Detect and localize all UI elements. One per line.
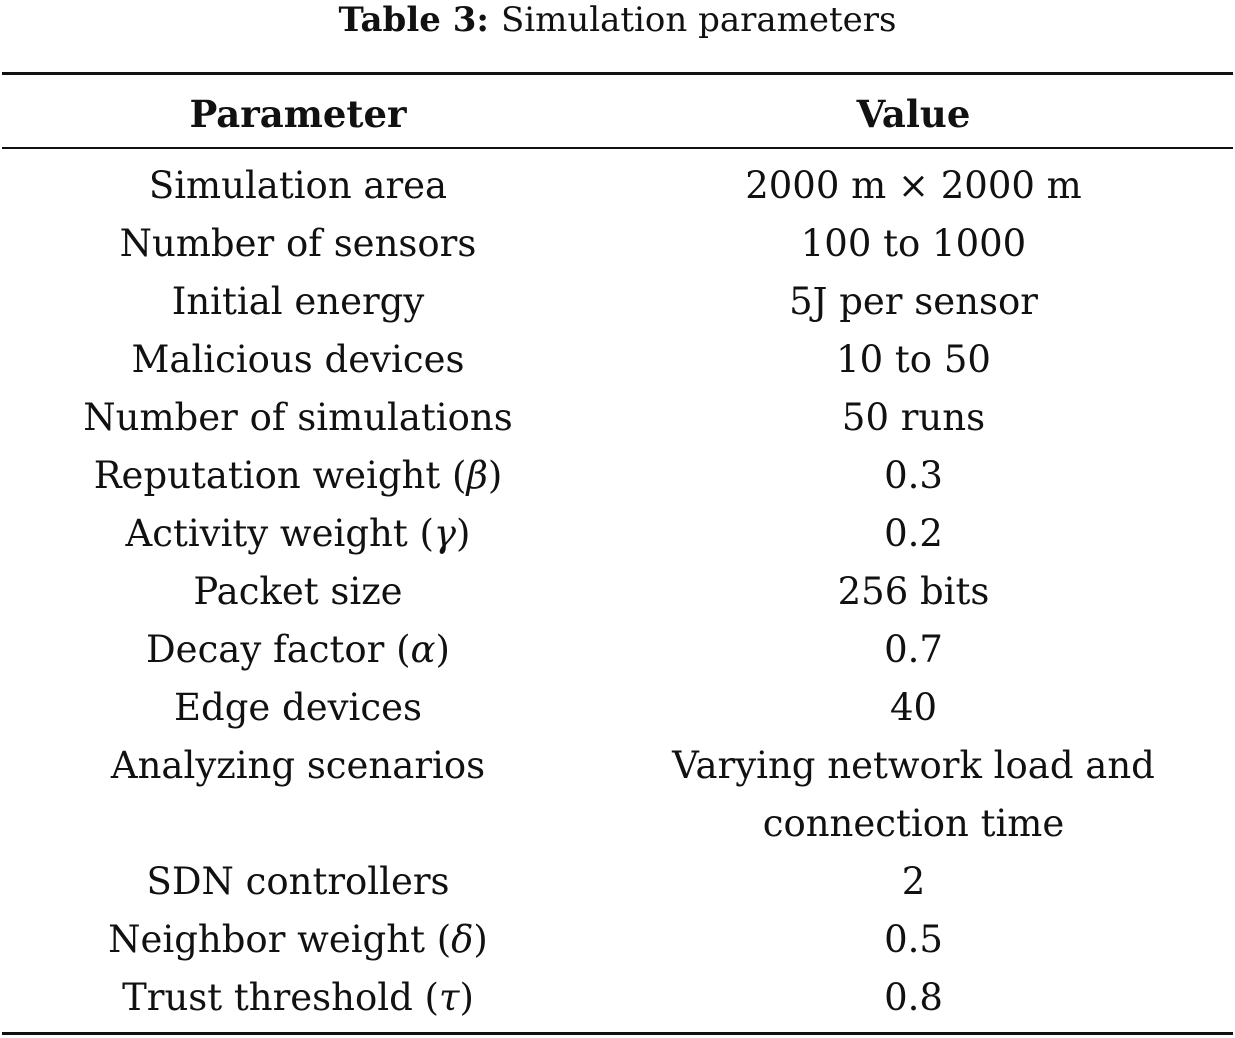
table-row — [2, 679, 1233, 737]
header-value: Value — [856, 92, 971, 136]
parameter-label: SDN controllers — [146, 860, 450, 903]
table-bottom-rule — [2, 1032, 1233, 1035]
row-value: 0.7 — [884, 628, 943, 671]
table-caption — [0, 0, 1235, 40]
row-value: 2 — [901, 860, 926, 903]
row-parameter: Activity weight ( γ ) — [2, 505, 594, 563]
row-value: 0.2 — [884, 512, 943, 555]
row-value: 40 — [889, 686, 938, 729]
parameter-label: Initial energy — [171, 280, 425, 323]
row-value: 5J per sensor — [789, 280, 1038, 323]
table-row — [2, 331, 1233, 389]
parameter-label: Analyzing scenarios — [110, 744, 486, 787]
header-parameter: Parameter — [189, 92, 407, 136]
parameter-label: Activity weight — [125, 512, 408, 555]
table-row — [2, 853, 1233, 911]
row-parameter: Neighbor weight ( δ ) — [2, 911, 594, 969]
row-parameter: Reputation weight ( β ) — [2, 447, 594, 505]
table-row — [2, 447, 1233, 505]
row-parameter — [2, 737, 594, 853]
row-value: 0.3 — [884, 454, 943, 497]
row-value: 0.5 — [884, 918, 943, 961]
parameter-label: Trust threshold — [122, 976, 413, 1019]
row-parameter — [2, 389, 594, 447]
parameter-label: Number of simulations — [83, 396, 513, 439]
parameter-label: Decay factor — [146, 628, 385, 671]
row-parameter: Trust threshold ( τ ) — [2, 969, 594, 1027]
table-header-rule — [2, 147, 1233, 149]
parameter-label: Packet size — [193, 570, 403, 613]
caption-title: Simulation parameters — [500, 0, 897, 40]
table-row — [2, 389, 1233, 447]
table-row — [2, 563, 1233, 621]
table-row — [2, 505, 1233, 563]
row-value: 256 bits — [837, 570, 990, 613]
parameter-label: Reputation weight — [93, 454, 441, 497]
table-body — [2, 157, 1233, 1027]
row-value: 100 to 1000 — [800, 222, 1027, 265]
row-parameter: Decay factor ( α ) — [2, 621, 594, 679]
parameter-symbol: α — [410, 628, 436, 671]
row-parameter — [2, 273, 594, 331]
parameter-label: Neighbor weight — [108, 918, 425, 961]
table-row — [2, 737, 1233, 853]
row-parameter — [2, 853, 594, 911]
table-row — [2, 911, 1233, 969]
row-value: 2000 m × 2000 m — [745, 164, 1082, 207]
parameter-label: Simulation area — [148, 164, 448, 207]
row-parameter — [2, 215, 594, 273]
table-top-rule — [2, 72, 1233, 75]
parameter-label: Malicious devices — [131, 338, 465, 381]
row-parameter — [2, 679, 594, 737]
row-value: 10 to 50 — [836, 338, 991, 381]
row-parameter — [2, 563, 594, 621]
parameter-symbol: τ — [439, 976, 460, 1019]
row-parameter — [2, 157, 594, 215]
row-value: 0.8 — [884, 976, 943, 1019]
parameter-symbol: δ — [451, 918, 474, 961]
parameter-symbol: β — [466, 454, 488, 497]
table-row — [2, 621, 1233, 679]
parameter-label: Edge devices — [174, 686, 422, 729]
row-parameter — [2, 331, 594, 389]
parameter-symbol: γ — [433, 512, 457, 555]
parameter-label: Number of sensors — [119, 222, 477, 265]
table-row — [2, 157, 1233, 215]
table-row — [2, 969, 1233, 1027]
table-row — [2, 215, 1233, 273]
row-value: 50 runs — [841, 396, 986, 439]
caption-label: Table 3: — [338, 0, 489, 40]
table-header-row — [2, 84, 1233, 144]
row-value: Varying network load and connection time — [672, 744, 1155, 845]
table-row — [2, 273, 1233, 331]
